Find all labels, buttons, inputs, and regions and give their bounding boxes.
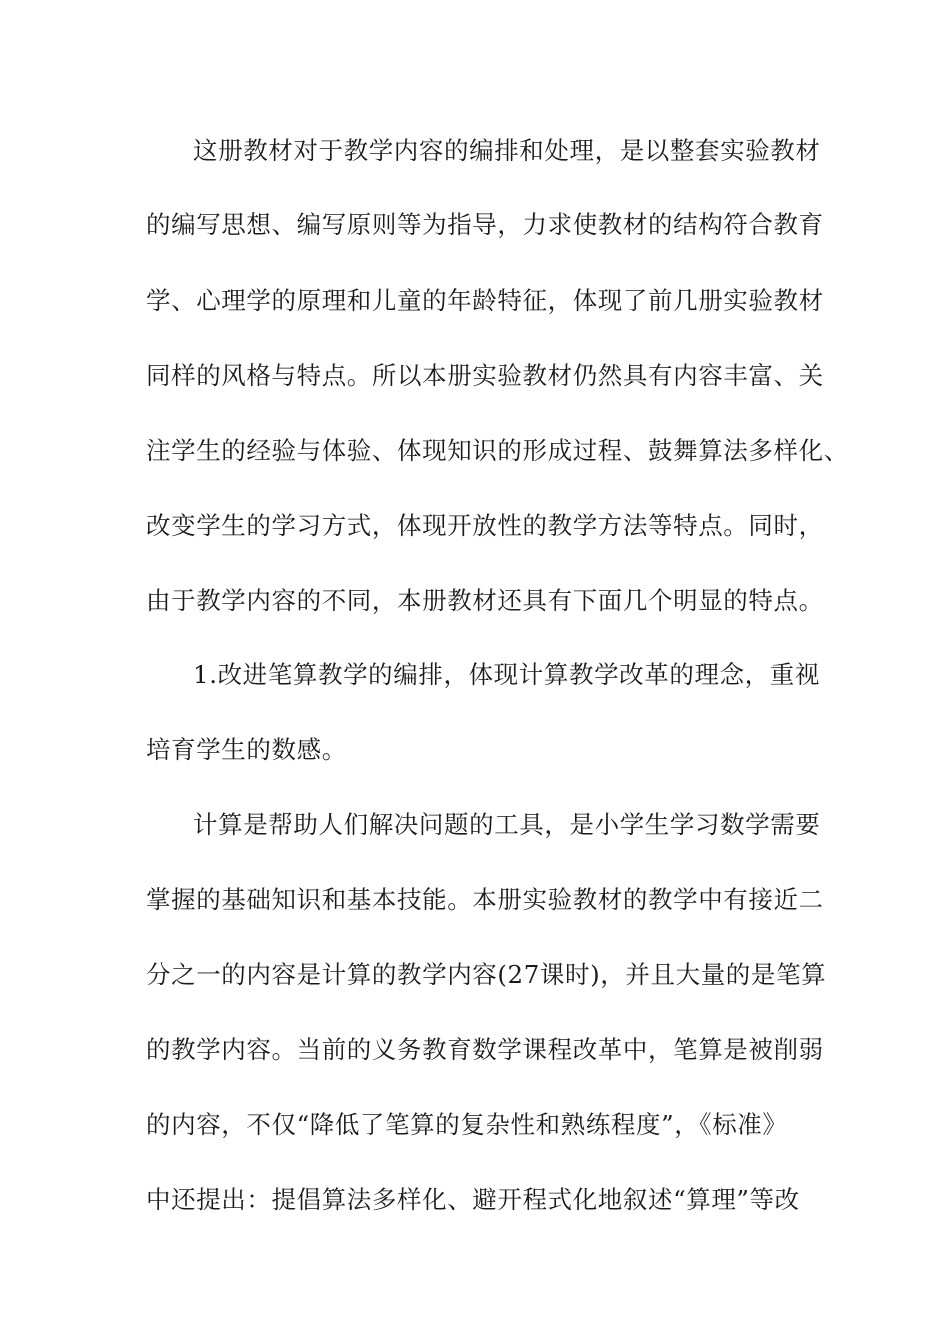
paragraph-2-line-1: 计算是帮助人们解决问题的工具，是小学生学习数学需要	[193, 810, 821, 839]
paragraph-2-line-2: 掌握的基础知识和基本技能。本册实验教材的教学中有接近二	[146, 885, 824, 914]
paragraph-2-line-5: 的内容，不仅“降低了笔算的复杂性和熟练程度”，《标准》	[146, 1110, 788, 1139]
section-heading-1-line-1: 1.改进笔算教学的编排，体现计算教学改革的理念，重视	[193, 660, 820, 689]
paragraph-1-line-6: 改变学生的学习方式，体现开放性的教学方法等特点。同时，	[146, 511, 824, 540]
paragraph-1-line-2: 的编写思想、编写原则等为指导，力求使教材的结构符合教育	[146, 210, 824, 239]
paragraph-2-line-3: 分之一的内容是计算的教学内容(27课时)，并且大量的是笔算	[146, 960, 827, 989]
paragraph-1-line-5: 注学生的经验与体验、体现知识的形成过程、鼓舞算法多样化、	[146, 436, 849, 465]
paragraph-2-line-6: 中还提出：提倡算法多样化、避开程式化地叙述“算理”等改	[146, 1185, 800, 1214]
paragraph-1-line-3: 学、心理学的原理和儿童的年龄特征，体现了前几册实验教材	[146, 286, 824, 315]
paragraph-1-line-4: 同样的风格与特点。所以本册实验教材仍然具有内容丰富、关	[146, 361, 824, 390]
paragraph-2-line-4: 的教学内容。当前的义务教育数学课程改革中，笔算是被削弱	[146, 1035, 824, 1064]
paragraph-1-line-1: 这册教材对于教学内容的编排和处理，是以整套实验教材	[193, 136, 821, 165]
paragraph-1-line-7: 由于教学内容的不同，本册教材还具有下面几个明显的特点。	[146, 586, 824, 615]
section-heading-1-line-2: 培育学生的数感。	[146, 735, 347, 764]
